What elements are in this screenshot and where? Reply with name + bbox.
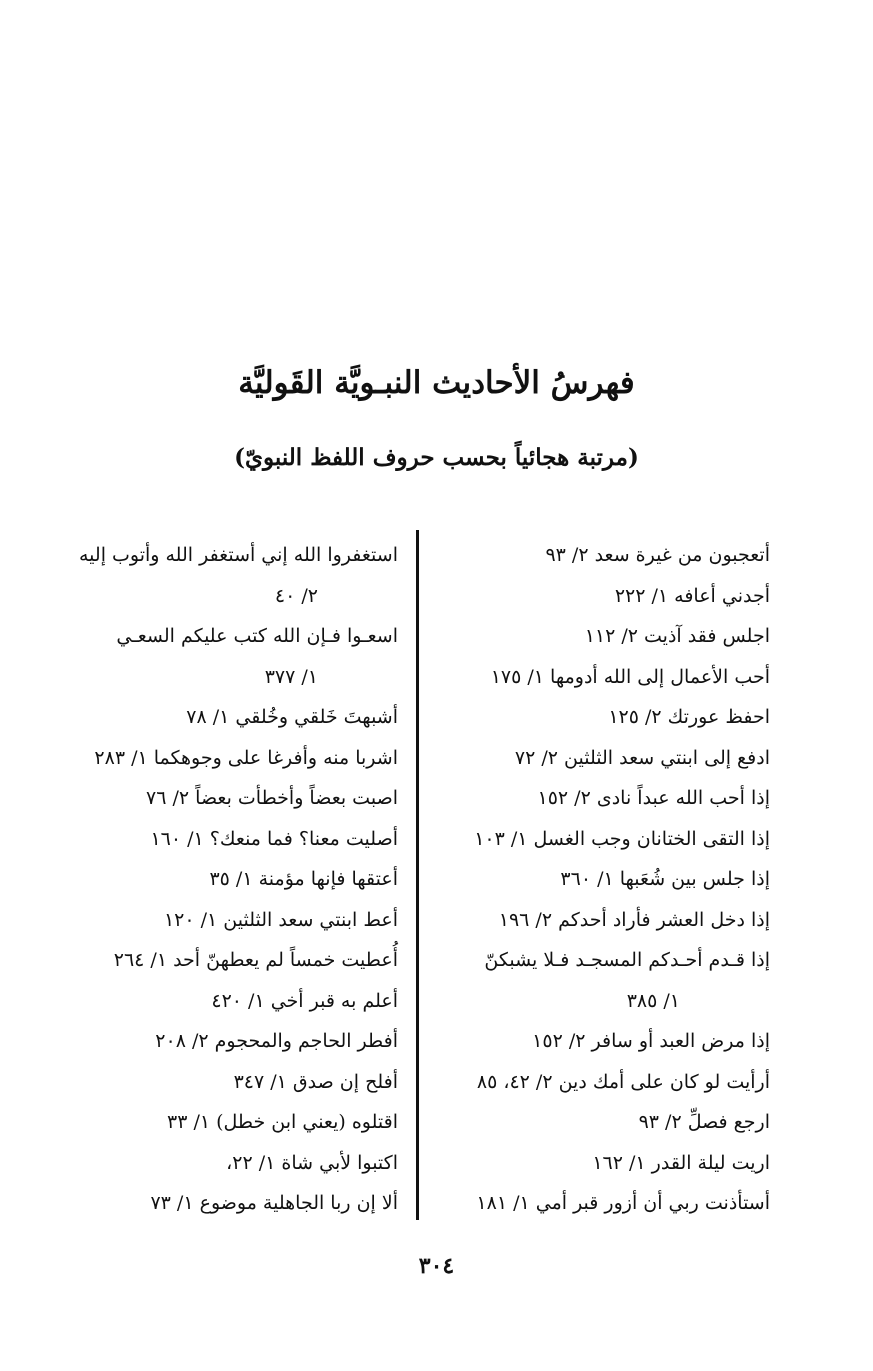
index-entry: أفلح إن صدق ١/ ٣٤٧ [233,1070,398,1093]
index-entry: استغفروا الله إني أستغفر الله وأتوب إليه [78,544,398,566]
index-entry: أحب الأعمال إلى الله أدومها ١/ ١٧٥ [490,665,770,688]
index-entry: أجدني أعافه ١/ ٢٢٢ [614,584,770,607]
index-entry: أُعطيت خمساً لم يعطهنّ أحد ١/ ٢٦٤ [113,949,398,971]
index-entry: أتعجبون من غيرة سعد ٢/ ٩٣ [545,544,770,566]
page-title: فهرسُ الأحاديث النبـويَّة القَوليَّة [238,365,635,401]
index-entry: أصليت معنا؟ فما منعك؟ ١/ ١٦٠ [150,827,398,850]
index-entry: ادفع إلى ابنتي سعد الثلثين ٢/ ٧٢ [514,746,770,769]
index-entry: إذا أحب الله عبداً نادى ٢/ ١٥٢ [537,787,770,809]
index-entry: أعط ابنتي سعد الثلثين ١/ ١٢٠ [163,908,398,931]
page-number: ٣٠٤ [418,1253,455,1279]
index-entry: اكتبوا لأبي شاة ١/ ٢٢، [226,1151,398,1174]
right-column [440,535,770,1224]
index-entry: إذا دخل العشر فأراد أحدكم ٢/ ١٩٦ [498,908,770,931]
index-entry-continuation: ١/ ٣٧٧ [264,665,318,688]
index-entry: ارجع فصلِّ ٢/ ٩٣ [638,1111,770,1133]
left-column [60,535,398,1224]
index-entry: أستأذنت ربي أن أزور قبر أمي ١/ ١٨١ [476,1192,770,1214]
index-entry: أرأيت لو كان على أمك دين ٢/ ٤٢، ٨٥ [476,1070,770,1093]
index-entry: إذا قـدم أحـدكم المسجـد فـلا يشبكنّ [484,949,770,971]
index-entry: إذا التقى الختانان وجب الغسل ١/ ١٠٣ [474,827,770,850]
index-entry: أفطر الحاجم والمحجوم ٢/ ٢٠٨ [155,1030,398,1052]
index-entry: اسعـوا فـإن الله كتب عليكم السعـي [116,625,398,647]
index-entry: اجلس فقد آذيت ٢/ ١١٢ [584,625,770,647]
index-entry: إذا جلس بين شُعَبها ١/ ٣٦٠ [560,868,770,890]
index-entry: أعتقها فإنها مؤمنة ١/ ٣٥ [209,868,398,890]
index-entry: أشبهتَ خَلقي وخُلقي ١/ ٧٨ [186,706,398,728]
index-entry: احفظ عورتك ٢/ ١٢٥ [608,706,770,728]
index-entry: اقتلوه (يعني ابن خطل) ١/ ٣٣ [166,1111,398,1133]
index-entry: اريت ليلة القدر ١/ ١٦٢ [592,1151,770,1174]
index-entry: اشربا منه وأفرغا على وجوهكما ١/ ٢٨٣ [94,746,398,769]
column-divider [416,530,419,1220]
index-entry: اصبت بعضاً وأخطأت بعضاً ٢/ ٧٦ [146,787,398,809]
page-subtitle: (مرتبة هجائياً بحسب حروف اللفظ النبويّ) [234,444,639,471]
index-entry: إذا مرض العبد أو سافر ٢/ ١٥٢ [532,1030,770,1052]
index-entry: ألا إن ربا الجاهلية موضوع ١/ ٧٣ [150,1192,398,1214]
index-entry-continuation: ١/ ٣٨٥ [626,989,680,1012]
index-entry-continuation: ٢/ ٤٠ [274,584,318,607]
index-entry: أعلم به قبر أخي ١/ ٤٢٠ [211,989,398,1012]
